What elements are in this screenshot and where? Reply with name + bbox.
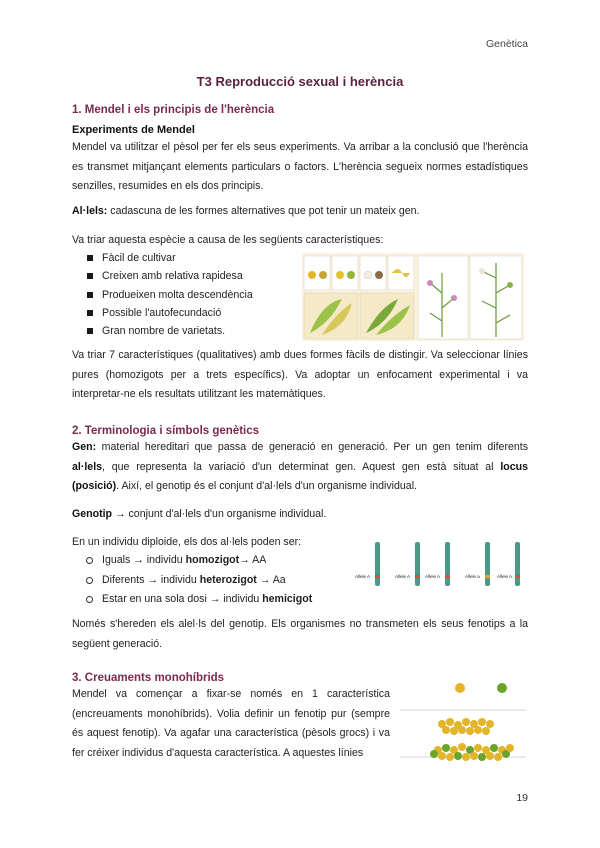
section-1-paragraph-1: Mendel va utilitzar el pèsol per fer els seus experiments. Va arribar a la conclusió que l'herència es transmet mitjançant elements particulars o factors. L'herència segueix normes estadístiques senzilles, resumides en els dos principis. (72, 141, 528, 192)
chrom-label: Allele a (465, 574, 480, 579)
reasons-intro: Va triar aquesta espècie a causa de les següents característiques: (72, 234, 384, 246)
chromosome-figure (355, 540, 530, 590)
list-item: Estar en una sola dosi → individu hemicigot (72, 590, 342, 610)
section-1-subheading: Experiments de Mendel (72, 124, 195, 136)
section-1-paragraph-2: Va triar 7 característiques (qualitatives) amb dues formes fàcils de distingir. Va seleccionar línies pures (homozigots per a trets específics). Va adoptar un enfocament experimental i va interpretar-ne els resultats utilitzant les matemàtiques. (72, 349, 528, 400)
list-item: Possible l'autofecundació (72, 304, 292, 322)
diploid-intro: En un individu diploide, els dos al·lels poden ser: (72, 536, 302, 548)
list-item: Creixen amb relativa rapidesa (72, 267, 292, 285)
section-3-paragraph-1: Mendel va començar a fixar-se només en 1 característica (encreuaments monohíbrids). Volia definir un fenotip pur (sempre és aquest fenotip). Va agafar una característica (pèsols grocs) i va fer créixer individus d'aquesta característica. A aquestes línies (72, 688, 390, 759)
chrom-label: Allele A (425, 574, 441, 579)
gen-locus: locus (posició) (72, 460, 528, 492)
page-number: 19 (516, 792, 528, 804)
reasons-list (72, 249, 292, 340)
plant-panels (418, 256, 522, 339)
alels-definition (72, 202, 528, 222)
list-item: Diferents → individu heterozigot → Aa (72, 571, 342, 591)
gen-text-c: . Així, el genotip és el conjunt d'al·lels d'un organisme individual. (116, 480, 417, 492)
genotip-definition (72, 505, 528, 525)
chrom-label: Allele A (497, 574, 513, 579)
pea-traits-figure (302, 253, 524, 341)
gen-alels: al·lels (72, 460, 103, 473)
chrom-label: Allele A (355, 574, 371, 579)
section-2-paragraph-end: Només s'hereden els alel·ls del genotip. Els organismes no transmeten els seus fenotips a la següent generació. (72, 618, 528, 650)
section-2-heading: 2. Terminologia i símbols genètics (72, 425, 260, 437)
monohybrid-cross-figure (398, 662, 528, 782)
section-1-heading: 1. Mendel i els principis de l'herència (72, 104, 275, 116)
gen-text-a: material hereditari que passa de generació en generació. Per un gen tenim diferents (96, 441, 528, 453)
list-item: Produeixen molta descendència (72, 286, 292, 304)
alels-def: cadascuna de les formes alternatives que pot tenir un mateix gen. (107, 205, 420, 217)
list-item: Iguals → individu homozigot→ AA (72, 551, 342, 571)
list-item: Gran nombre de varietats. (72, 322, 292, 340)
genotip-term: Genotip (72, 508, 113, 520)
list-item: Fàcil de cultivar (72, 249, 292, 267)
running-header: Genètica (485, 38, 528, 50)
gen-definition (72, 438, 528, 497)
allele-cases-list (72, 551, 342, 610)
gen-term: Gen: (72, 441, 97, 453)
alels-term: Al·lels: (72, 205, 108, 217)
section-3-heading: 3. Creuaments monohíbrids (72, 672, 225, 684)
gen-text-b: , que representa la variació d'un determinat gen. Aquest gen està situat al (102, 460, 501, 473)
page-title: T3 Reproducció sexual i herència (196, 74, 404, 89)
genotip-def: → conjunt d'al·lels d'un organisme individual. (112, 508, 327, 520)
chrom-label: Allele A (395, 574, 411, 579)
